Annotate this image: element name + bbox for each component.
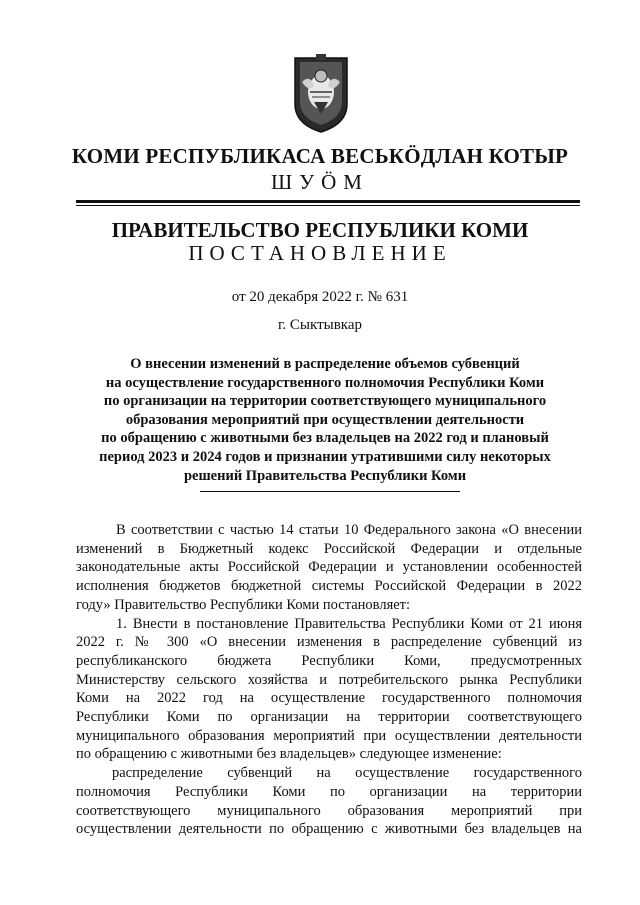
body-line: Министерству сельского хозяйства и потребительского рынка Республики [76,671,582,688]
document-body [76,521,582,839]
komi-government-title: КОМИ РЕСПУБЛИКАСА ВЕСЬКÖДЛАН КОТЫР [71,144,569,168]
body-line: законодательные акты Российской Федерации и установлении особенностей [76,559,582,576]
coat-of-arms-icon [292,52,350,134]
subject-line: на осуществление государственного полномочия Республики Коми [105,374,545,391]
subject-line: О внесении изменений в распределение объемов субвенций [130,356,520,372]
subject-line: период 2023 и 2024 годов и признании утратившими силу некоторых [99,448,551,465]
body-line: Республики Коми по организации на территории соответствующего [76,709,582,726]
body-line: полномочия Республики Коми по организации на территории [76,783,582,800]
clause-1-paragraph [76,615,582,765]
city: г. Сыктывкар [277,317,363,333]
body-line: распределение субвенций на осуществление государственного [112,765,582,782]
body-line: по обращению с животными без владельцев» следующее изменение: [76,746,502,763]
body-line: осуществлении деятельности по обращению с животными без владельцев на [76,821,582,838]
body-line: Коми на 2022 год на осуществление государственного полномочия [76,690,582,707]
body-line: изменений в Бюджетный кодекс Российской Федерации и отдельные [76,540,582,557]
body-line: республиканского бюджета Республики Коми, предусмотренных [76,652,582,669]
body-line: соответствующего муниципального образования мероприятий при [76,802,582,819]
komi-document-type: ШУÖМ [271,170,369,194]
body-line: В соответствии с частью 14 статьи 10 Федерального закона «О внесении [116,522,582,538]
subject-divider [200,491,460,492]
amendment-paragraph [76,764,582,839]
russian-document-type: ПОСТАНОВЛЕНИЕ [188,241,452,265]
body-line: муниципального образования мероприятий при осуществлении деятельности [76,727,582,744]
preamble-paragraph [76,521,582,615]
subject-line: решений Правительства Республики Коми [183,467,467,484]
coat-of-arms-graphic [292,52,350,134]
document-subject [70,355,580,485]
subject-line: по обращению с животными без владельцев на 2022 год и плановый [101,430,549,447]
body-line: 1. Внести в постановление Правительства Республики Коми от 21 июня [116,615,582,632]
subject-line: по организации на территории соответствующего муниципального [103,393,547,410]
header-divider [76,200,580,206]
body-line: 2022 г. № 300 «О внесении изменения в распределение субвенций из [76,634,582,651]
subject-line: образования мероприятий при осуществлении деятельности [125,411,525,428]
body-line: году» Правительство Республики Коми постановляет: [76,596,411,613]
date-and-number: от 20 декабря 2022 г. № 631 [231,289,409,305]
body-line: исполнения бюджетов бюджетной системы Российской Федерации в 2022 [76,578,582,595]
russian-government-title: ПРАВИТЕЛЬСТВО РЕСПУБЛИКИ КОМИ [111,218,529,242]
